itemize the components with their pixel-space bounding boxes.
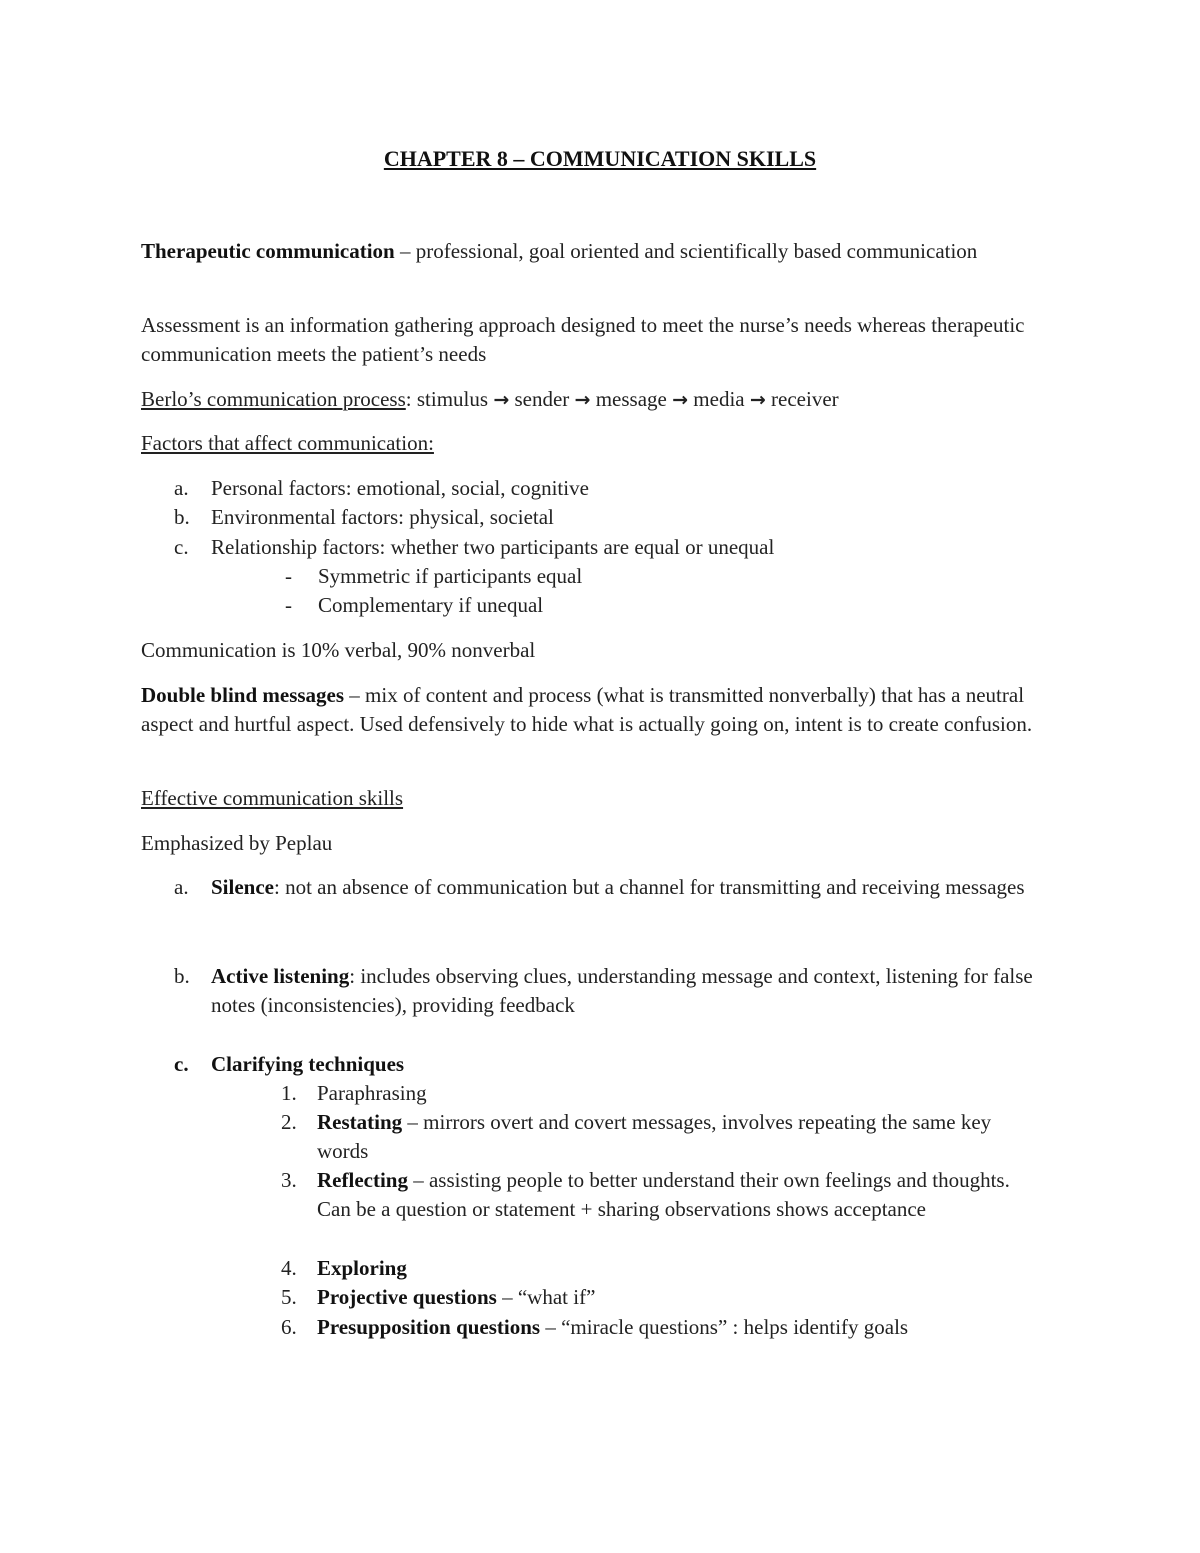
- technique-text: [317, 1283, 1047, 1312]
- list-marker: c.: [174, 1052, 189, 1076]
- technique-term: Reflecting: [317, 1168, 408, 1192]
- technique-text: [317, 1108, 1047, 1166]
- arrow-right-icon: →: [749, 389, 766, 411]
- technique-desc: mirrors overt and covert messages, involves repeating the same key words: [317, 1110, 992, 1163]
- factors-heading: Factors that affect communication:: [141, 431, 434, 455]
- technique-term: Projective questions: [317, 1285, 497, 1309]
- berlo-step: sender: [514, 387, 570, 411]
- dash-marker: -: [285, 593, 292, 617]
- technique-text: [317, 1079, 1047, 1108]
- separator: –: [407, 1168, 429, 1192]
- technique-term: Exploring: [317, 1256, 407, 1280]
- berlo-process: [141, 385, 1061, 415]
- skill-desc: includes observing clues, understanding message and context, listening for false notes (inconsistencies), providing feedback: [211, 964, 1033, 1017]
- arrow-right-icon: →: [672, 389, 689, 411]
- technique-term: Presupposition questions: [317, 1315, 541, 1339]
- therapeutic-def: professional, goal oriented and scientifically based communication: [415, 239, 978, 263]
- berlo-step: stimulus: [416, 387, 489, 411]
- berlo-step: message: [595, 387, 667, 411]
- technique-term: Restating: [317, 1110, 403, 1134]
- berlo-step: media: [693, 387, 745, 411]
- list-text: [211, 873, 1041, 902]
- page-title: CHAPTER 8 – COMMUNICATION SKILLS: [383, 146, 817, 171]
- separator: :: [405, 387, 417, 411]
- list-text: Symmetric if participants equal: [318, 564, 583, 588]
- emphasized-by: Emphasized by Peplau: [141, 831, 333, 855]
- list-marker: a.: [174, 875, 189, 899]
- skill-term: Clarifying techniques: [211, 1052, 405, 1076]
- number-marker: 1.: [281, 1081, 297, 1105]
- technique-desc: Paraphrasing: [317, 1081, 427, 1105]
- list-text: [211, 962, 1061, 1020]
- number-marker: 5.: [281, 1285, 297, 1309]
- therapeutic-term: Therapeutic communication: [141, 239, 395, 263]
- technique-desc: “miracle questions” : helps identify goals: [561, 1315, 909, 1339]
- technique-desc: assisting people to better understand their own feelings and thoughts. Can be a question or statement + sharing observations shows acceptance: [317, 1168, 1010, 1221]
- number-marker: 2.: [281, 1110, 297, 1134]
- number-marker: 6.: [281, 1315, 297, 1339]
- technique-text: [317, 1313, 1047, 1342]
- separator: :: [274, 875, 286, 899]
- separator: –: [540, 1315, 562, 1339]
- skill-desc: not an absence of communication but a channel for transmitting and receiving messages: [285, 875, 1025, 899]
- berlo-step: receiver: [771, 387, 839, 411]
- separator: –: [394, 239, 416, 263]
- list-text: Personal factors: emotional, social, cognitive: [211, 476, 589, 500]
- technique-text: [317, 1254, 1047, 1283]
- arrow-right-icon: →: [493, 389, 510, 411]
- list-marker: b.: [174, 964, 190, 988]
- berlo-label: Berlo’s communication process: [141, 387, 406, 411]
- assessment-paragraph: Assessment is an information gathering approach designed to meet the nurse’s needs whereas therapeutic communication meets the patient’s needs: [141, 313, 1025, 366]
- number-marker: 4.: [281, 1256, 297, 1280]
- skill-term: Silence: [211, 875, 274, 899]
- double-blind-definition: [141, 681, 1056, 739]
- separator: –: [402, 1110, 424, 1134]
- technique-desc: “what if”: [517, 1285, 596, 1309]
- list-marker: b.: [174, 505, 190, 529]
- separator: :: [349, 964, 361, 988]
- separator: –: [344, 683, 366, 707]
- dash-marker: -: [285, 564, 292, 588]
- skill-term: Active listening: [211, 964, 350, 988]
- number-marker: 3.: [281, 1168, 297, 1192]
- separator: –: [496, 1285, 518, 1309]
- communication-ratio: Communication is 10% verbal, 90% nonverbal: [141, 638, 536, 662]
- effective-skills-heading: Effective communication skills: [141, 786, 404, 810]
- double-blind-def: mix of content and process (what is transmitted nonverbally) that has a neutral aspect and hurtful aspect. Used defensively to hide what is actually going on, intent is to create confusion.: [141, 683, 1033, 736]
- list-marker: c.: [174, 535, 189, 559]
- arrow-right-icon: →: [574, 389, 591, 411]
- double-blind-term: Double blind messages: [141, 683, 345, 707]
- list-text: Environmental factors: physical, societal: [211, 505, 554, 529]
- list-marker: a.: [174, 476, 189, 500]
- technique-text: [317, 1166, 1017, 1224]
- therapeutic-communication-definition: [141, 237, 1061, 266]
- list-text: Relationship factors: whether two participants are equal or unequal: [211, 535, 775, 559]
- list-text: Complementary if unequal: [318, 593, 544, 617]
